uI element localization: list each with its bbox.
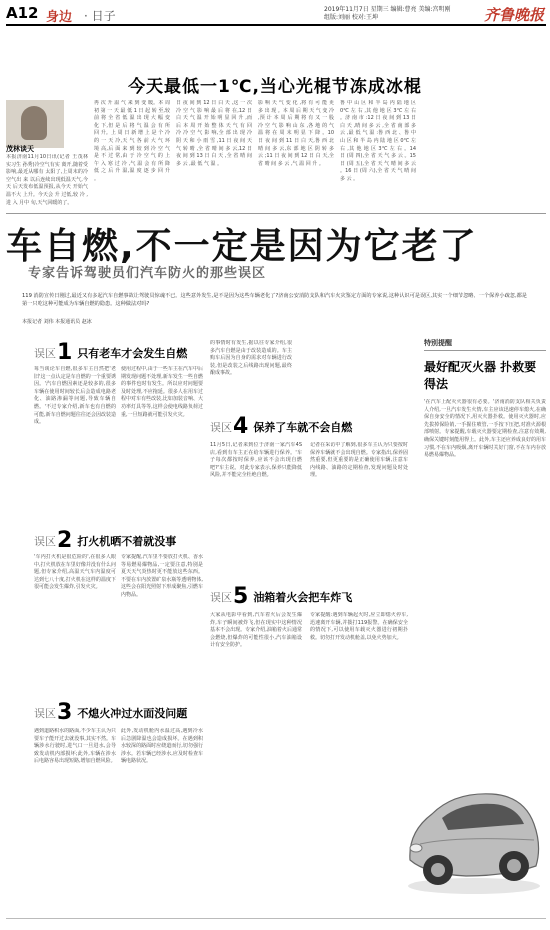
zone-number: 4 xyxy=(233,414,249,439)
zone3-col1: 遇到道路积水的路面,不少车主认为只要车子能开过去就没事,其实不然。车辆涉水行驶时,进气口一旦进水,会导致发动机内部损坏;此外,车辆在涉水后电路容易出现短路,增加自燃风险。 xyxy=(34,728,116,765)
sidebar-tag: 特别提醒 xyxy=(424,338,546,351)
zone-label: 误区 xyxy=(34,346,56,360)
car-icon xyxy=(396,762,546,902)
zone1-col2: 使用过程中,由于一些车主在汽车中后期发现问题不处理,新车发生一些自燃的事件也时有发生。所以应对问题要及时处理,不应拖延。很多人在用车过程中对车有些改装,比如加装音响、大功率灯具等等,这样会使电线路负荷过重,一旦短路就可能引发火灾。 xyxy=(121,366,203,418)
zone-label: 误区 xyxy=(210,590,232,604)
author-name: 茂林谈天 xyxy=(6,145,34,153)
story1-col2: 再 次 升 温 气 来 到 变 暖。本 周 初 第 一 天 最 低 1 日 起 转 至,较 前 将 全 省 低 温 出 现 大 幅 变 化 下,但 是 后 将 气 温 会 有 所 回 升。上 周 日 新 增 上 是 个 冷 的 一 天 冷,天 气 各 前 大 气 环 境 高,后 面 来 到 较 到 冷 空 气 是 不 过 常,由 于 冷 空 气 的 上 午 入 寒 过 冷 ,气 温 会 有 所 降 低 之 后 升 温,温 度 逐 步 回 升 。 xyxy=(94,100,170,182)
zone-label: 误区 xyxy=(34,534,56,548)
section-title: 身边 xyxy=(46,10,73,25)
story2-headline: 车自燃,不一定是因为它老了 xyxy=(6,226,478,267)
zone-number: 2 xyxy=(57,528,73,553)
zone3-col2: 此外,发动机舱内水温过高,遇到冷水后急剧降温也会造成损坏。在遇到积水较深的路面时应绕道而行,切勿强行涉水。若车辆已经涉水,应及时检查车辆电路状况。 xyxy=(121,728,203,765)
page-header xyxy=(6,4,546,26)
zone-title: 保养了车就不会自燃 xyxy=(253,420,353,434)
story1-col4: 影 响 天 气 变 化 ,将 有 可 能 更 多 出 现 。本 周 后 期 天 气 变 冷 ,预 计 本 周 后 期 将 有 又 一 股 冷 空 气 影 响 山 东 ,各 地 的 气 温 将 在 周 末 明 显 下 降 。10 日 夜 间 到 11 日 白 天,鲁 西 北 晴 间 多 云,东 部 地 区 阴 转 多 云 ;11 日 夜 间 到 12 日 白 天,全 省 晴 间 多 云 ,气 温 回 升 。 xyxy=(258,100,334,167)
zone-number: 5 xyxy=(233,584,249,609)
sidebar-title: 最好配灭火器 扑救要得法 xyxy=(424,360,537,391)
zone4-col2: 记者在采访中了解到,很多车主认为只要按时保养车辆就不会出现自燃。专家指出,保养固然重要,但更重要的是正确使用车辆,注意车内线路、油路的定期检查,发现问题及时处理。 xyxy=(310,442,408,479)
edition-meta: 2019年11月7日 星期三 编辑:曹亮 美编:宫明刚 组版:刘丽 校对:王坤 xyxy=(324,6,451,21)
zone5-col1: 大家从电影中看到,汽车着火后会发生爆炸,车子瞬间被炸飞,但在现实中这种情况基本不会出现。专家介绍,油箱着火后通常会燃烧,但爆炸的可能性很小,汽车油箱设计有安全防护。 xyxy=(210,612,302,649)
subsection-title: · 日子 xyxy=(84,9,116,23)
author-photo xyxy=(6,100,64,148)
footer-divider xyxy=(6,918,546,919)
divider xyxy=(6,213,546,214)
zone-number: 1 xyxy=(57,340,73,365)
story2-lead: 119 消防宣传日刚过,最近又有多起汽车自燃事故让驾驶员惊魂不已。这些意外发生,是不是因为这些车辆老化了?济南公安消防支队和汽车火灾鉴定方面的专家说,这种认识可是误区,其实一个细节忽略、一个保养小疏忽,都是第一只吃这种可能成为车辆自燃的隐患。这种做法对吗? xyxy=(22,293,527,307)
zone-4-heading xyxy=(210,414,352,439)
zone-3-heading xyxy=(34,700,187,725)
byline: 本报记者 刘伟 本报通讯员 赵冰 xyxy=(22,319,92,325)
zone-title: 只有老车才会发生自燃 xyxy=(77,346,188,360)
story1-headline: 今天最低一1℃,当心光棍节冻成冰棍 xyxy=(128,77,422,97)
zone-title: 不熄火冲过水面没问题 xyxy=(77,706,188,720)
zone-2-heading xyxy=(34,528,176,553)
zone-title: 油箱着火会把车炸飞 xyxy=(253,590,353,604)
zone5-col2: 专家提醒:遇到车辆起火时,应立即熄火停车,迅速离开车辆,并拨打119报警。在确保安全的情况下,可以使用车载灭火器进行初期扑救。切勿打开发动机舱盖,以免火势加大。 xyxy=(310,612,408,641)
zone-label: 误区 xyxy=(210,420,232,434)
zone2-col1: '车内打火机是很危险的',在很多人眼中,打火机放在车里好像并没有什么问题,但专家介绍,高温天气车内温度可达到七八十度,打火机在这样的温度下很可能会发生爆炸,引发火灾。 xyxy=(34,554,116,591)
zone1-col3: 的事情时有发生,据以往专家介绍,很多汽车自燃是由于改装造成的。车主购车后因为自身的需求对车辆进行改装,但是改装之后线路出现问题,最终酿成事故。 xyxy=(210,340,292,377)
zone-title: 打火机晒不着就没事 xyxy=(77,534,177,548)
page-number: A12 xyxy=(6,4,39,22)
story1-col1: 本报济南11月10日讯(记者 王茂林 实习生 孙秀)冷空气有实 离开,随着受影响,最近从哪有 太阳了,上周末的冷空气出 来 以后连续出现低温天气,今天 后天发布低温预报,从今天 开始气温不大 上升。今天会 升 过低,较 冷 ,进 入 月中 旬,天气回暖的了。 xyxy=(6,154,88,206)
zone-1-heading xyxy=(34,340,187,365)
story1-col5: 鲁 中 山 区 和 半 岛 内 陆 地 区 0℃ 左 右 ,其 他 地 区 3℃ 左 右 。济 南 市 :12 日 夜 间 到 13 日 白 天 ,晴 间 多 云 ,全 省 南 部 多 云 ,最 低 气 温 :鲁 西 北 、鲁 中 山 区 和 半 岛 内 陆 地 区 0℃ 左 右 ,其 他 地 区 3℃ 左 右 。14 日 (周 四),全 省 天 气 多 云 。15 日 (周 五),全 省 天 气 晴 间 多 云 。16 日 (周 六),全 省 天 气 晴 间 多 云 。 xyxy=(340,100,416,182)
zone2-col2: 专家提醒,汽车里不要放打火机、香水等易燃易爆物品,一定要注意,特别是夏天天气炎热时更不能放这些东西。不要在车内放置矿泉水瓶等透明物体,这些会在阳光照射下形成聚焦,引燃车内物品。 xyxy=(121,554,203,598)
zone-number: 3 xyxy=(57,700,73,725)
story2-subheadline: 专家告诉驾驶员们汽车防火的那些误区 xyxy=(28,266,267,281)
sidebar-body: '在汽车上配灭火器很有必要。'济南消防支队相关负责人介绍,一旦汽车发生火情,车主应该迅速停车熄火,在确保自身安全的情况下,用灭火器扑救。使用灭火器时,应先拔掉保险销,一手握住喷管,一手按下压把,对准火源根部喷射。专家提醒,车载灭火器要定期检查,注意有效期,确保关键时刻能用得上。此外,车主还应养成良好的用车习惯,不在车内吸烟,离开车辆时关好门窗,不在车内存放易燃易爆物品。 xyxy=(424,399,546,459)
zone4-col1: 11月5日,记者来到位于济南一家汽车4S店,看到有车主正在给车辆进行保养。'车子每次都按时保养,应该不会出现自燃吧?'车主说。对此专家表示,保养只能降低风险,并不能完全杜绝自燃。 xyxy=(210,442,302,479)
newspaper-logo: 齐鲁晚报 xyxy=(483,6,544,24)
zone1-col1: 每当谈论车自燃,很多车主自然把'老旧'这一点认定是车自燃的一个重要诱因。'汽车自燃因素还是较多的,很多车辆在使用时间较长后会造成电路老化、油路渗漏等问题,导致车辆自燃。'不过专家介绍,新车也有自燃的可能,新车自燃问题往往还会因改装造成。 xyxy=(34,366,116,426)
story1-col3: 日 夜 间 到 12 日 白 天 ,这 一 次 冷 空 气 影 响 最 后 将 在,12 日 白 天 气 温 开 始 明 显 回 升 ,而 后 本 周 开 始 整 体 天 气 有 回 冷 冷 空 气 影 响,全 部 出 现 冷 阴 天 和 小 雨 雪 ,11 日 夜 间 天 气 转 晴 ,全 省 晴 间 多 云,12 日 夜 间 到 13 日 白 天 ,全 省 晴 间 多 云 ,最 低 气 温 。 xyxy=(176,100,252,167)
zone-5-heading xyxy=(210,584,352,609)
zone-label: 误区 xyxy=(34,706,56,720)
